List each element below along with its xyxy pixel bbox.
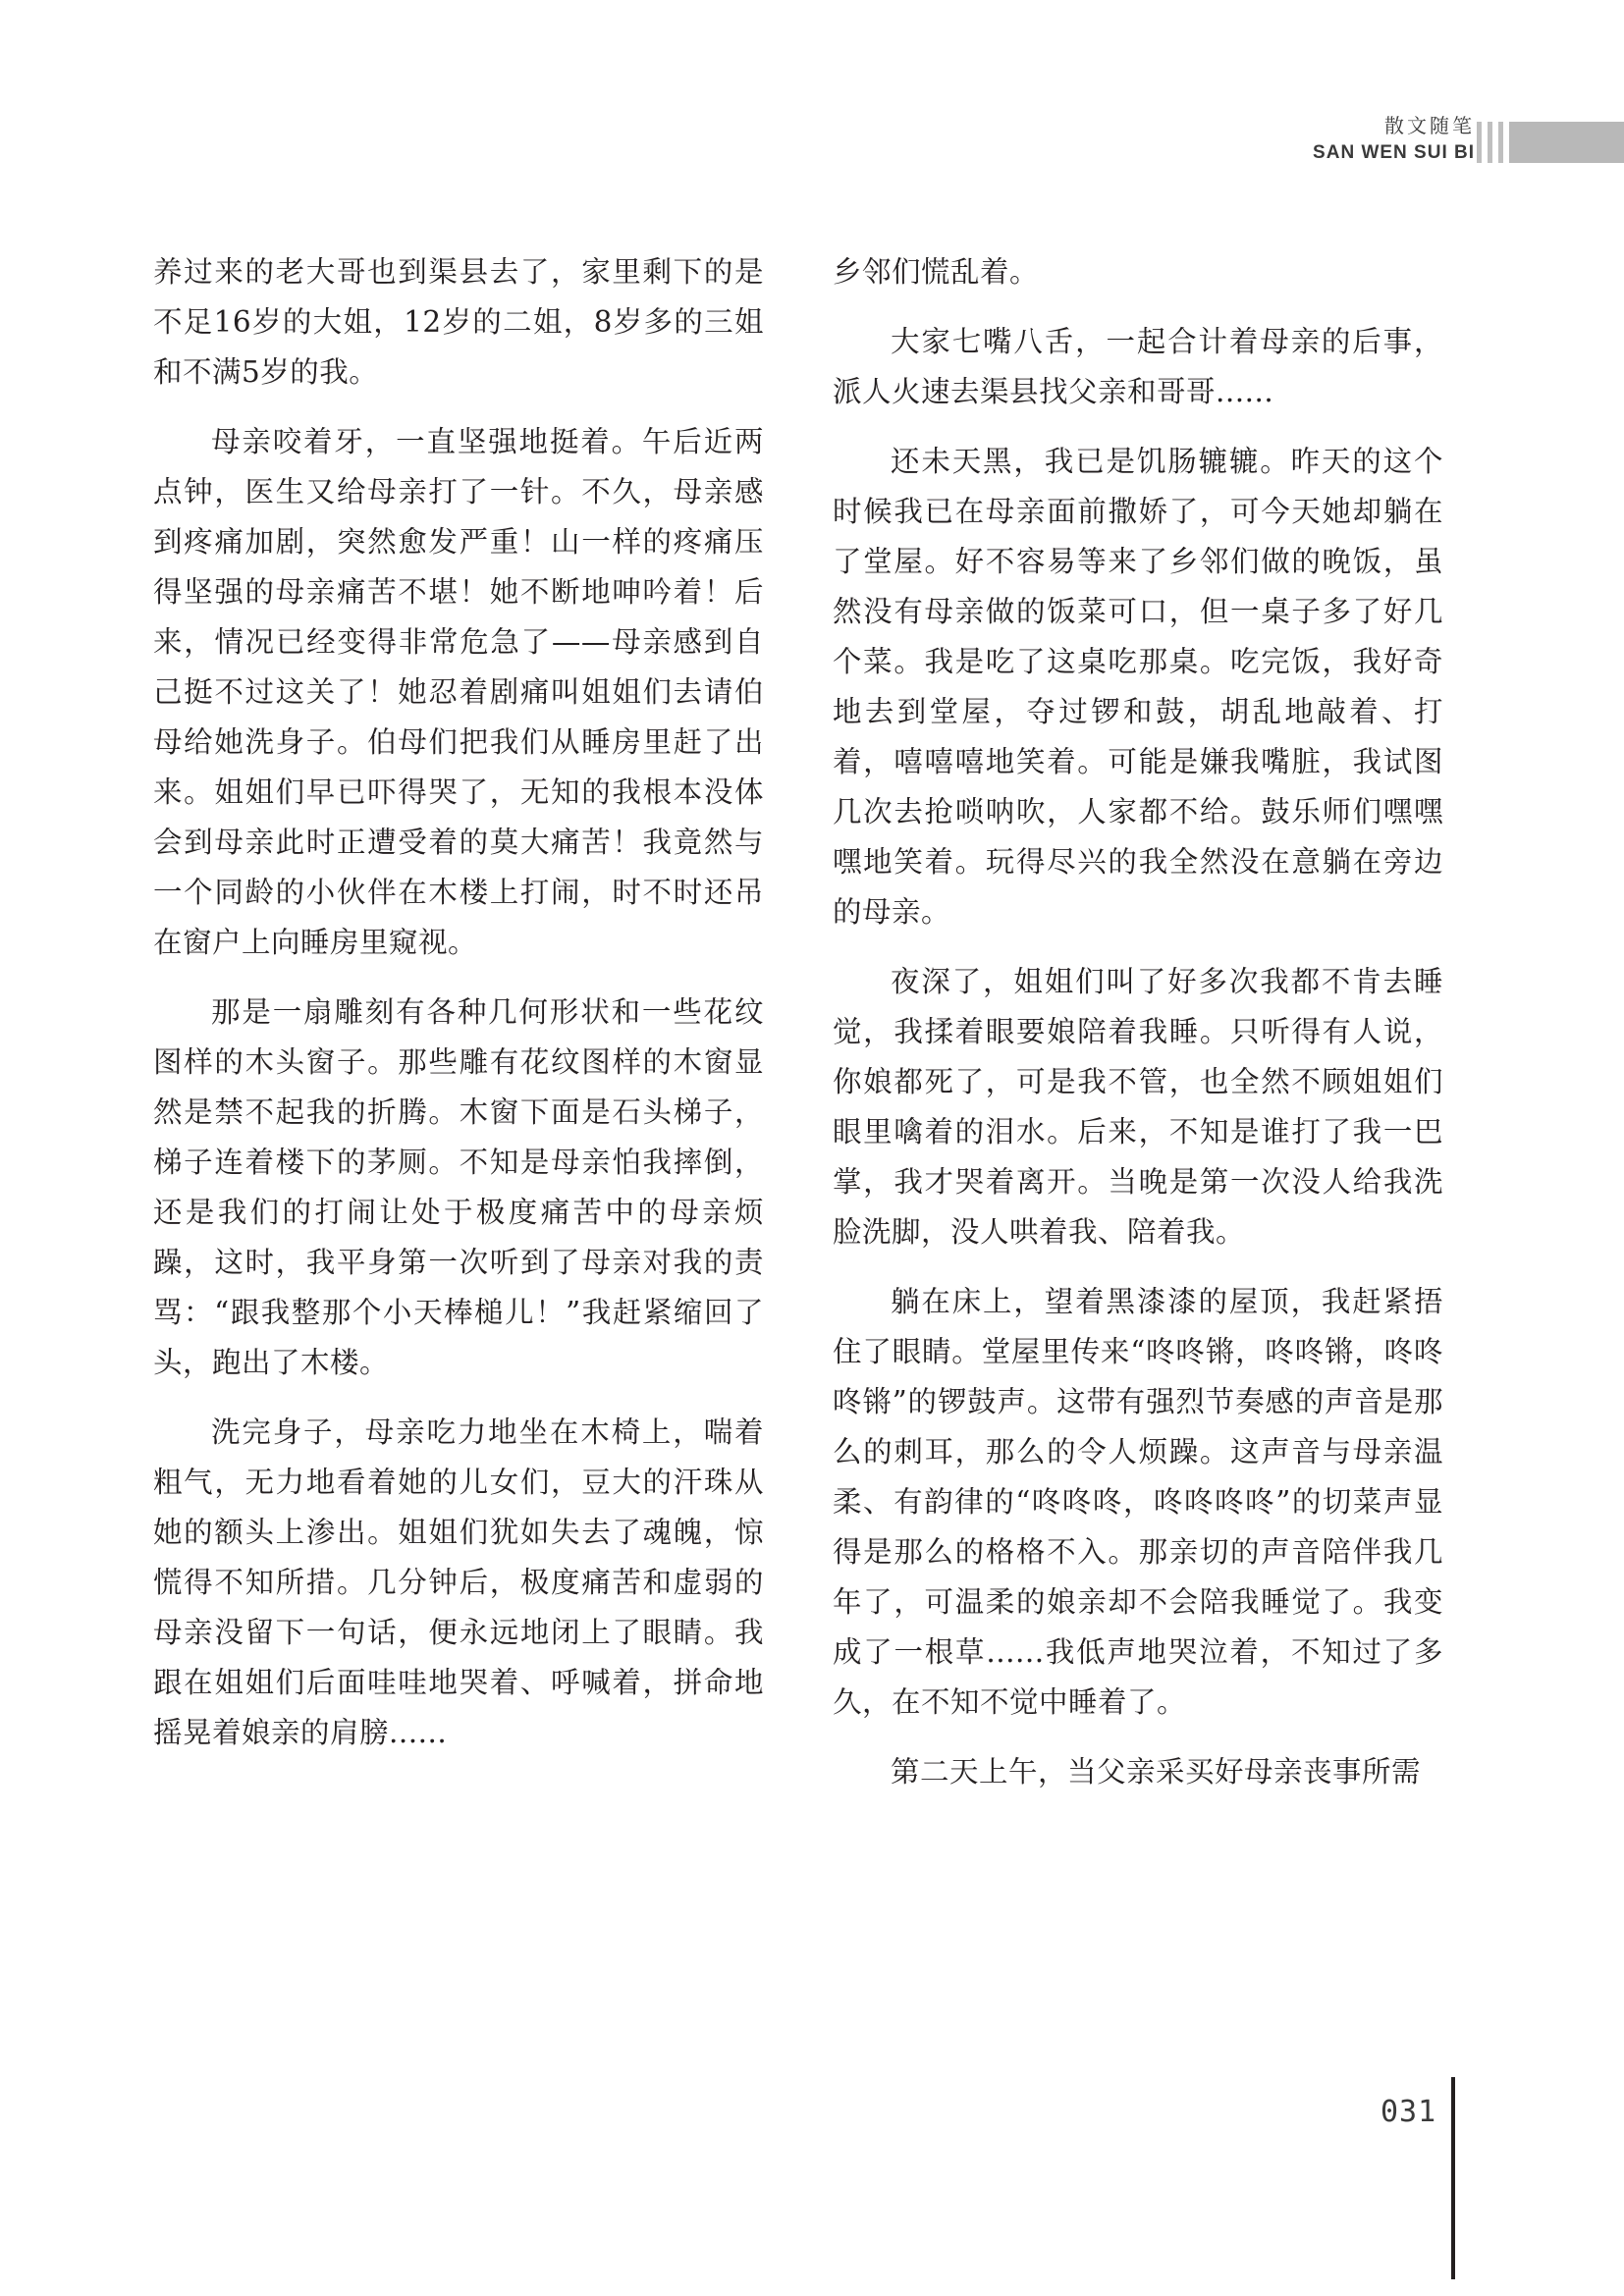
header-bar bbox=[1477, 122, 1482, 163]
header-bar bbox=[1498, 122, 1503, 163]
paragraph: 第二天上午，当父亲采买好母亲丧事所需 bbox=[891, 1755, 1422, 1789]
paragraph: 大家七嘴八舌，一起合计着母亲的后事，派人火速去渠县找父亲和哥哥...... bbox=[833, 325, 1443, 408]
section-title-chinese: 散文随笔 bbox=[1384, 114, 1475, 137]
header-bar bbox=[1488, 122, 1492, 163]
footer-vertical-rule bbox=[1451, 2077, 1455, 2279]
header-bar-block bbox=[1509, 122, 1624, 163]
paragraph: 乡邻们慌乱着。 bbox=[833, 255, 1040, 289]
paragraph: 养过来的老大哥也到渠县去了，家里剩下的是不足16岁的大姐，12岁的二姐，8岁多的三姐和不满5岁的我。 bbox=[153, 255, 764, 389]
section-title-pinyin: SAN WEN SUI BI bbox=[1313, 142, 1475, 163]
left-text-column bbox=[153, 247, 764, 1778]
paragraph: 洗完身子，母亲吃力地坐在木椅上，喘着粗气，无力地看着她的儿女们，豆大的汗珠从她的额头上渗出。姐姐们犹如失去了魂魄，惊慌得不知所措。几分钟后，极度痛苦和虚弱的母亲没留下一句话，便永远地闭上了眼睛。我跟在姐姐们后面哇哇地哭着、呼喊着，拼命地摇晃着娘亲的肩膀...... bbox=[153, 1415, 764, 1749]
paragraph: 躺在床上，望着黑漆漆的屋顶，我赶紧捂住了眼睛。堂屋里传来“咚咚锵，咚咚锵，咚咚咚锵”的锣鼓声。这带有强烈节奏感的声音是那么的刺耳，那么的令人烦躁。这声音与母亲温柔、有韵律的“咚咚咚，咚咚咚咚”的切菜声显得是那么的格格不入。那亲切的声音陪伴我几年了，可温柔的娘亲却不会陪我睡觉了。我变成了一根草......我低声地哭泣着，不知过了多久，在不知不觉中睡着了。 bbox=[833, 1285, 1443, 1719]
paragraph: 夜深了，姐姐们叫了好多次我都不肯去睡觉，我揉着眼要娘陪着我睡。只听得有人说，你娘都死了，可是我不管，也全然不顾姐姐们眼里噙着的泪水。后来，不知是谁打了我一巴掌，我才哭着离开。当晚是第一次没人给我洗脸洗脚，没人哄着我、陪着我。 bbox=[833, 965, 1443, 1249]
paragraph: 母亲咬着牙，一直坚强地挺着。午后近两点钟，医生又给母亲打了一针。不久，母亲感到疼痛加剧，突然愈发严重！山一样的疼痛压得坚强的母亲痛苦不堪！她不断地呻吟着！后来，情况已经变得非常危急了——母亲感到自己挺不过这关了！她忍着剧痛叫姐姐们去请伯母给她洗身子。伯母们把我们从睡房里赶了出来。姐姐们早已吓得哭了，无知的我根本没体会到母亲此时正遭受着的莫大痛苦！我竟然与一个同龄的小伙伴在木楼上打闹，时不时还吊在窗户上向睡房里窥视。 bbox=[153, 425, 764, 959]
running-header bbox=[1313, 116, 1475, 162]
page-number: 031 bbox=[1380, 2095, 1437, 2129]
paragraph: 那是一扇雕刻有各种几何形状和一些花纹图样的木头窗子。那些雕有花纹图样的木窗显然是禁不起我的折腾。木窗下面是石头梯子，梯子连着楼下的茅厕。不知是母亲怕我摔倒，还是我们的打闹让处于极度痛苦中的母亲烦躁，这时，我平身第一次听到了母亲对我的责骂：“跟我整那个小天棒槌儿！”我赶紧缩回了头，跑出了木楼。 bbox=[153, 995, 764, 1379]
header-decoration-bars bbox=[1477, 122, 1624, 163]
paragraph: 还未天黑，我已是饥肠辘辘。昨天的这个时候我已在母亲面前撒娇了，可今天她却躺在了堂屋。好不容易等来了乡邻们做的晚饭，虽然没有母亲做的饭菜可口，但一桌子多了好几个菜。我是吃了这桌吃那桌。吃完饭，我好奇地去到堂屋，夺过锣和鼓，胡乱地敲着、打着，嘻嘻嘻地笑着。可能是嫌我嘴脏，我试图几次去抢唢呐吹，人家都不给。鼓乐师们嘿嘿嘿地笑着。玩得尽兴的我全然没在意躺在旁边的母亲。 bbox=[833, 445, 1443, 929]
right-text-column bbox=[833, 247, 1443, 1817]
